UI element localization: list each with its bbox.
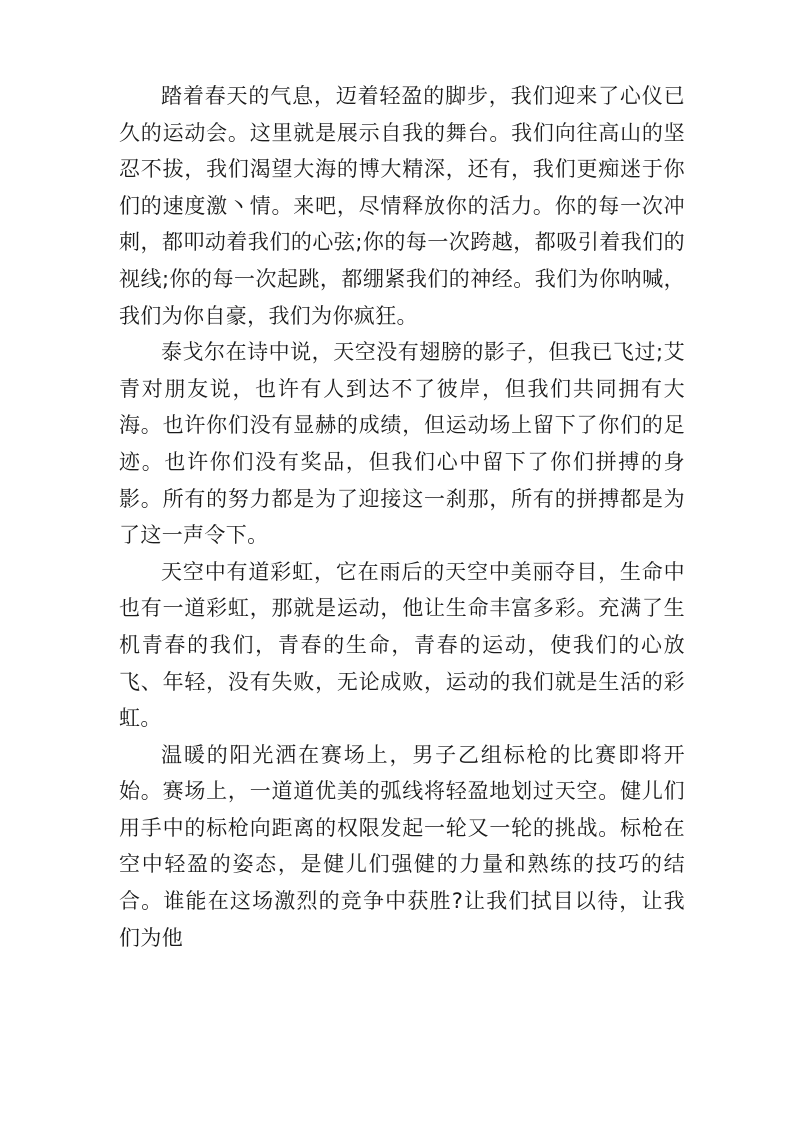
paragraph-2: 泰戈尔在诗中说，天空没有翅膀的影子，但我已飞过;艾青对朋友说，也许有人到达不了彼岸，但我们共同拥有大海。也许你们没有显赫的成绩，但运动场上留下了你们的足迹。也许你们没有奖品，但我们心中留下了你们拼搏的身影。所有的努力都是为了迎接这一刹那，所有的拼搏都是为了这一声令下。 (119, 340, 685, 548)
paragraph-3: 天空中有道彩虹，它在雨后的天空中美丽夺目，生命中也有一道彩虹，那就是运动，他让生命丰富多彩。充满了生机青春的我们，青春的生命，青春的运动，使我们的心放飞、年轻，没有失败，无论成败，运动的我们就是生活的彩虹。 (119, 559, 685, 731)
paragraph-1: 踏着春天的气息，迈着轻盈的脚步，我们迎来了心仪已久的运动会。这里就是展示自我的舞台。我们向往高山的坚忍不拔，我们渴望大海的博大精深，还有，我们更痴迷于你们的速度激丶情。来吧，尽情释放你的活力。你的每一次冲刺，都叩动着我们的心弦;你的每一次跨越，都吸引着我们的视线;你的每一次起跳，都绷紧我们的神经。我们为你呐喊，我们为你自豪，我们为你疯狂。 (119, 84, 685, 328)
paragraph-4: 温暖的阳光洒在赛场上，男子乙组标枪的比赛即将开始。赛场上，一道道优美的弧线将轻盈地划过天空。健儿们用手中的标枪向距离的权限发起一轮又一轮的挑战。标枪在空中轻盈的姿态，是健儿们强健的力量和熟练的技巧的结合。谁能在这场激烈的竞争中获胜?让我们拭目以待，让我们为他 (119, 742, 685, 950)
document-body (119, 78, 685, 956)
